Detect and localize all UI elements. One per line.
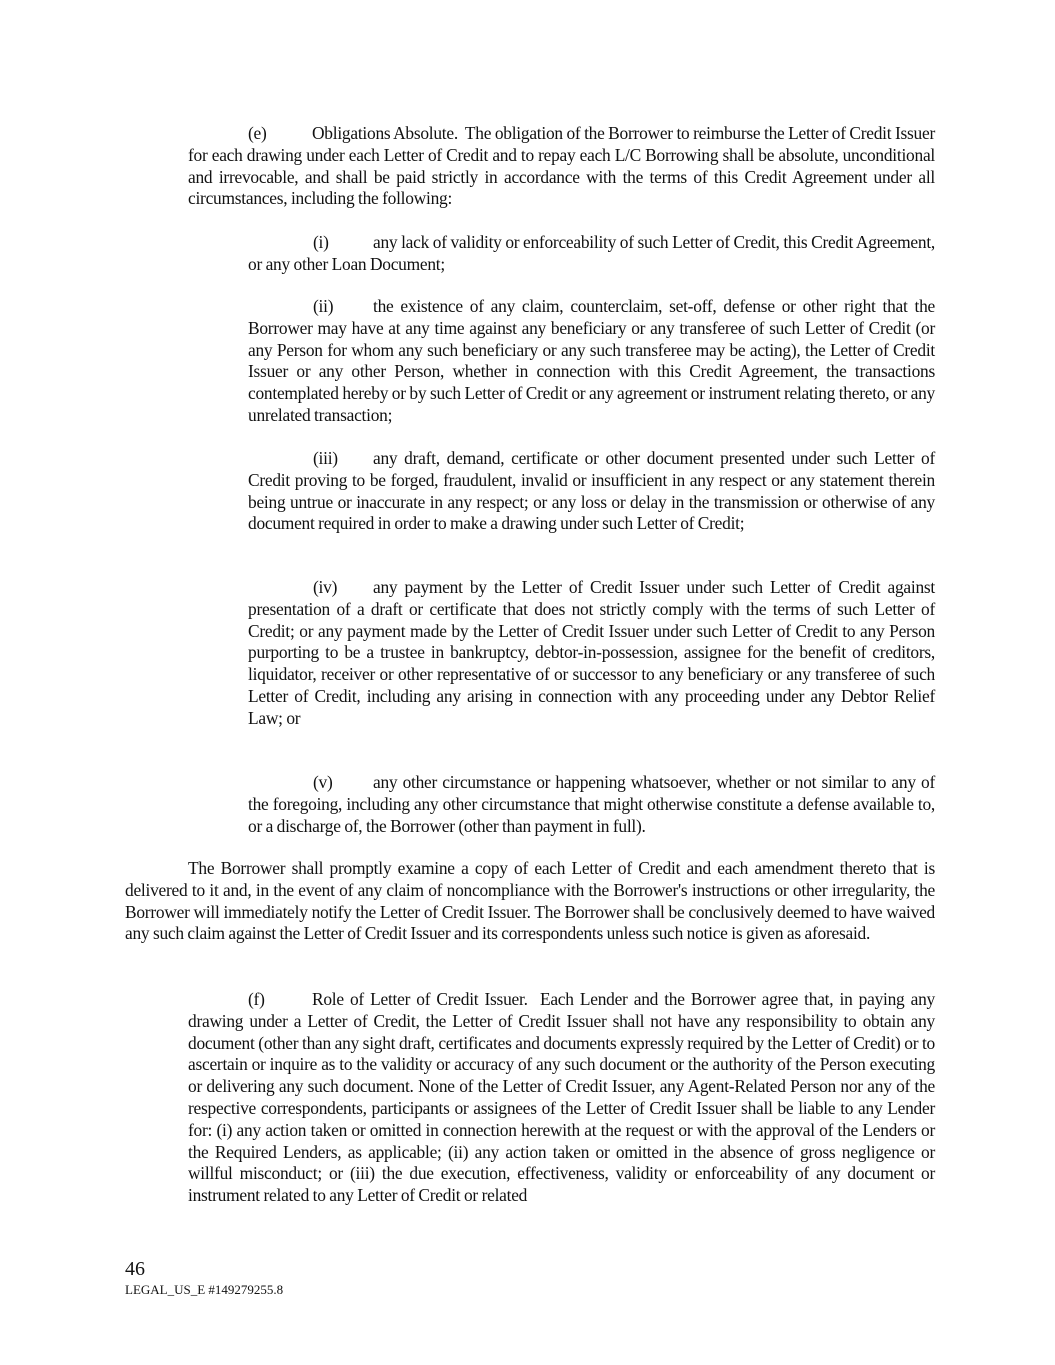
item-text: the existence of any claim, counterclaim, set-off, defense or other right that the Borrower may have at any time against any beneficiary or any transferee of such Letter of Credit (or any Person for whom any such beneficiary or any such transferee may be acting), the Letter of Credit Issuer or any other Person, whether in connection with this Credit Agreement, the transactions contemplated hereby or by such Letter of Credit or any agreement or instrument relating thereto, or any unrelated transaction; bbox=[248, 296, 935, 425]
section-f-paragraph bbox=[188, 989, 935, 1207]
section-heading: Role of Letter of Credit Issuer. bbox=[312, 989, 528, 1009]
examine-paragraph bbox=[125, 858, 935, 945]
list-item bbox=[248, 772, 935, 837]
paragraph-text: The Borrower shall promptly examine a copy of each Letter of Credit and each amendment thereto that is delivered to it and, in the event of any claim of noncompliance with the Borrower's instructions or other irregularity, the Borrower will immediately notify the Letter of Credit Issuer. The Borrower shall be conclusively deemed to have waived any such claim against the Letter of Credit Issuer and its correspondents unless such notice is given as aforesaid. bbox=[125, 858, 935, 944]
list-item bbox=[248, 296, 935, 427]
list-item bbox=[248, 448, 935, 535]
list-item bbox=[248, 577, 935, 730]
section-text: Each Lender and the Borrower agree that, in paying any drawing under a Letter of Credit, the Letter of Credit Issuer shall not have any responsibility to obtain any document (other than any sight draft, certificates and documents expressly required by the Letter of Credit) or to ascertain or inquire as to the validity or accuracy of any such document or the authority of the Person executing or delivering any such document. None of the Letter of Credit Issuer, any Agent-Related Person nor any of the respective correspondents, participants or assignees of the Letter of Credit Issuer shall be liable to any Lender for: (i) any action taken or omitted in connection herewith at the request or with the approval of the Lenders or the Required Lenders, as applicable; (ii) any action taken or omitted in the absence of gross negligence or willful misconduct; or (iii) the due execution, effectiveness, validity or enforceability of any document or instrument related to any Letter of Credit or related bbox=[188, 989, 935, 1206]
item-label: (ii) bbox=[313, 296, 334, 316]
item-text: any other circumstance or happening whatsoever, whether or not similar to any of the foregoing, including any other circumstance that might otherwise constitute a defense available to, or a discharge of, the Borrower (other than payment in full). bbox=[248, 772, 935, 836]
section-heading: Obligations Absolute. bbox=[312, 123, 458, 143]
section-text: The obligation of the Borrower to reimburse the Letter of Credit Issuer for each drawing under each Letter of Credit and to repay each L/C Borrowing shall be absolute, unconditional and irrevocable, and shall be paid strictly in accordance with the terms of this Credit Agreement under all circumstances, including the following: bbox=[188, 123, 935, 209]
item-label: (v) bbox=[313, 772, 333, 792]
section-label: (e) bbox=[248, 123, 267, 143]
section-label: (f) bbox=[248, 989, 265, 1009]
item-label: (i) bbox=[313, 232, 329, 252]
page-number: 46 bbox=[125, 1258, 145, 1280]
item-label: (iii) bbox=[313, 448, 338, 468]
item-label: (iv) bbox=[313, 577, 338, 597]
list-item bbox=[248, 232, 935, 276]
document-id: LEGAL_US_E #149279255.8 bbox=[125, 1282, 284, 1297]
section-e-paragraph bbox=[188, 123, 935, 210]
item-text: any lack of validity or enforceability of such Letter of Credit, this Credit Agreement, or any other Loan Document; bbox=[248, 232, 935, 274]
item-text: any draft, demand, certificate or other document presented under such Letter of Credit proving to be forged, fraudulent, invalid or insufficient in any respect or any statement therein being untrue or inaccurate in any respect; or any loss or delay in the transmission or otherwise of any document required in order to make a drawing under such Letter of Credit; bbox=[248, 448, 935, 534]
item-text: any payment by the Letter of Credit Issuer under such Letter of Credit against presentation of a draft or certificate that does not strictly comply with the terms of such Letter of Credit; or any payment made by the Letter of Credit Issuer under such Letter of Credit to any Person purporting to be a trustee in bankruptcy, debtor-in-possession, assignee for the benefit of creditors, liquidator, receiver or other representative of or successor to any beneficiary or any transferee of such Letter of Credit, including any arising in connection with any proceeding under any Debtor Relief Law; or bbox=[248, 577, 935, 728]
